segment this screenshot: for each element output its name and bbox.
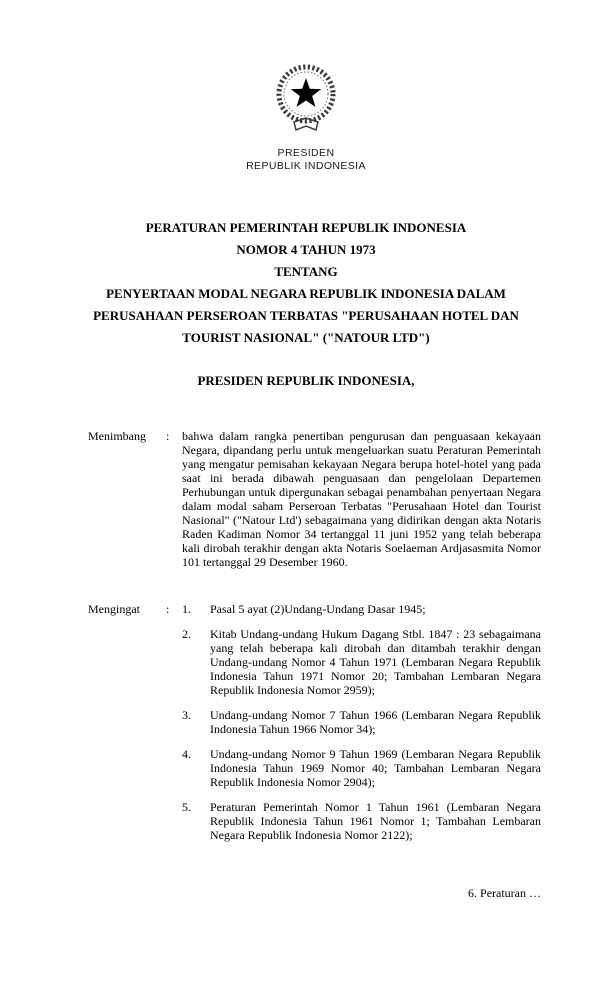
title-line-subject: PENYERTAAN MODAL NEGARA REPUBLIK INDONESIA DALAM PERUSAHAAN PERSEROAN TERBATAS "PERUSAHAAN HOTEL DAN TOURIST NASIONAL" ("NATOUR LTD") bbox=[93, 286, 519, 345]
menimbang-label: Menimbang bbox=[88, 429, 146, 443]
org-line-presiden: PRESIDEN bbox=[277, 147, 335, 159]
item-number: 4. bbox=[182, 747, 191, 761]
org-line-republik: REPUBLIK INDONESIA bbox=[246, 160, 366, 172]
mengingat-item bbox=[182, 627, 541, 697]
masthead bbox=[0, 0, 612, 173]
mengingat-section bbox=[88, 602, 541, 842]
title-line-nomor: NOMOR 4 TAHUN 1973 bbox=[236, 242, 376, 257]
mengingat-item bbox=[182, 800, 541, 842]
item-number: 1. bbox=[182, 602, 191, 616]
menimbang-text: bahwa dalam rangka penertiban pengurusan dan penguasaan kekayaan Negara, dipandang perlu untuk mengeluarkan suatu Peraturan Pemerintah yang mengatur pemisahan kekayaan Negara berupa hotel-hotel yang pada saat ini berada dibawah penguasaan dan pengelolaan Departemen Perhubungan untuk dipergunakan sebagai penambahan penyertaan Negara dalam modal saham Perseroan Terbatas "Perusahaan Hotel dan Tourist Nasional" ("Natour Ltd') sebagaimana yang didirikan dengan akta Notaris Raden Kadiman Nomor 34 tertanggal 11 juni 1952 yang telah beberapa kali dirobah terakhir dengan akta Notaris Soelaeman Ardjasasmita Nomor 101 tertanggal 29 Desember 1960. bbox=[182, 429, 541, 569]
menimbang-colon: : bbox=[166, 429, 170, 443]
mengingat-colon: : bbox=[166, 602, 170, 616]
mengingat-item bbox=[182, 747, 541, 789]
mengingat-label: Mengingat bbox=[88, 602, 140, 616]
page-catchword: 6. Peraturan … bbox=[468, 886, 541, 900]
mengingat-item bbox=[182, 602, 541, 616]
item-text: Pasal 5 ayat (2)Undang-Undang Dasar 1945; bbox=[210, 602, 426, 616]
item-text: Peraturan Pemerintah Nomor 1 Tahun 1961 (Lembaran Negara Republik Indonesia Tahun 1961 Nomor 1; Tambahan Lembaran Negara Republik Indonesia Nomor 2122); bbox=[210, 800, 541, 842]
mengingat-items bbox=[182, 602, 541, 842]
mengingat-item bbox=[182, 708, 541, 736]
item-number: 2. bbox=[182, 627, 191, 641]
item-number: 5. bbox=[182, 800, 191, 814]
salutation: PRESIDEN REPUBLIK INDONESIA, bbox=[197, 373, 415, 388]
item-text: Undang-undang Nomor 7 Tahun 1966 (Lembaran Negara Republik Indonesia Tahun 1966 Nomor 34); bbox=[210, 708, 541, 736]
menimbang-section bbox=[88, 429, 541, 569]
presidential-emblem-icon bbox=[270, 58, 342, 136]
title-line-tentang: TENTANG bbox=[274, 264, 338, 279]
item-text: Kitab Undang-undang Hukum Dagang Stbl. 1847 : 23 sebagaimana yang telah beberapa kali dirobah dan ditambah terakhir dengan Undang-undang Nomor 4 Tahun 1971 (Lembaran Negara Republik Indonesia Tahun 1971 Nomor 20; Tambahan Lembaran Negara Republik Indonesia Nomor 2959); bbox=[210, 627, 541, 697]
document-body bbox=[0, 429, 612, 842]
title-line-peraturan: PERATURAN PEMERINTAH REPUBLIK INDONESIA bbox=[145, 220, 467, 235]
document-title-block bbox=[0, 217, 612, 349]
item-number: 3. bbox=[182, 708, 191, 722]
item-text: Undang-undang Nomor 9 Tahun 1969 (Lembaran Negara Republik Indonesia Tahun 1969 Nomor 40; Tambahan Lembaran Negara Republik Indonesia Nomor 2904); bbox=[210, 747, 541, 789]
